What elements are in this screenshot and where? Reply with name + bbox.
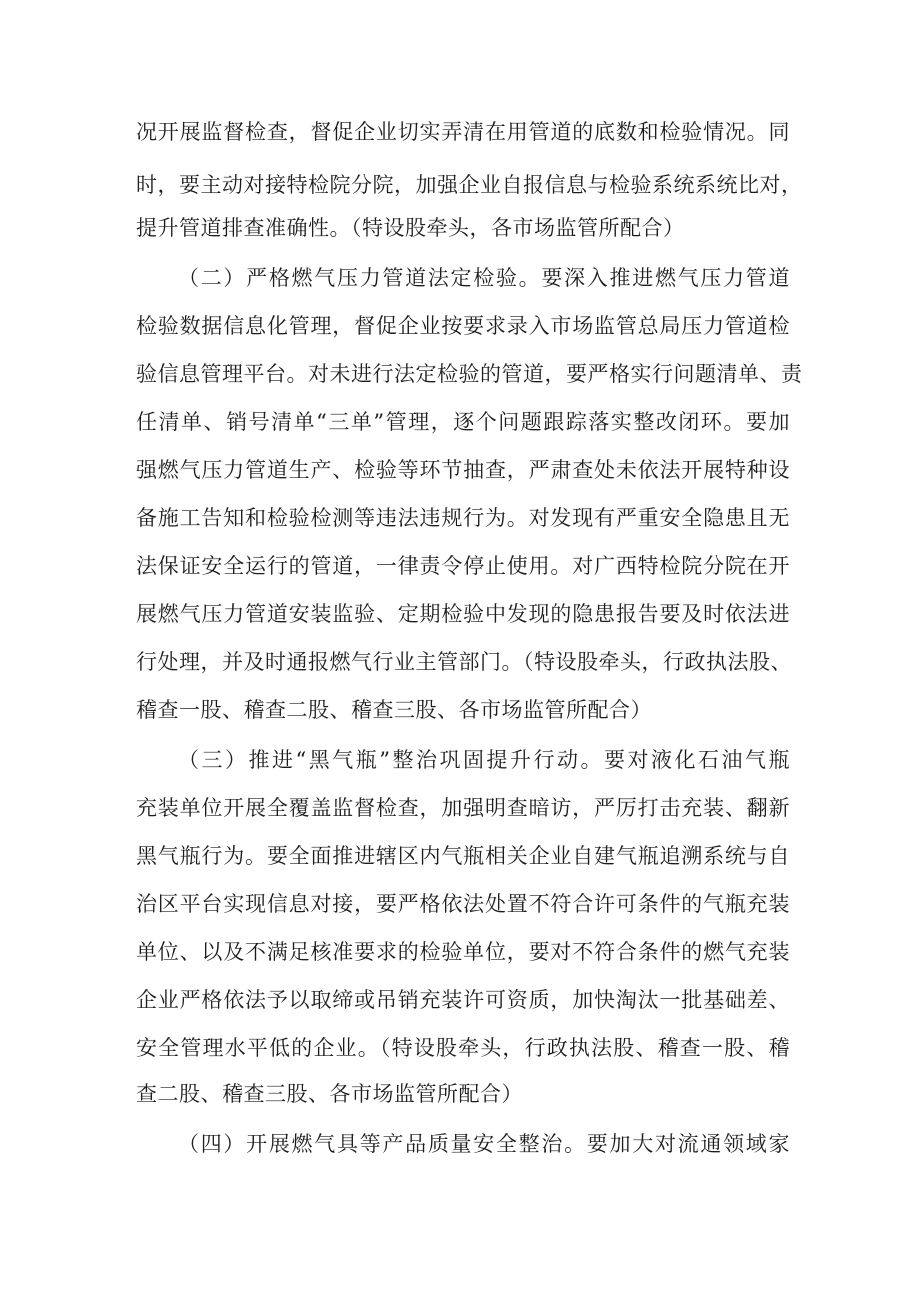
paragraph-heading-line: （三）推进“黑气瓶”整治巩固提升行动。要对液化石油气瓶 xyxy=(178,748,790,772)
text-line: 时，要主动对接特检院分院，加强企业自报信息与检验系统系统比对， xyxy=(136,173,803,197)
text-line: 单位、以及不满足核准要求的检验单位，要对不符合条件的燃气充装 xyxy=(136,940,790,964)
text-line: 检验数据信息化管理，督促企业按要求录入市场监管总局压力管道检 xyxy=(136,314,790,338)
text-line: 治区平台实现信息对接，要严格依法处置不符合许可条件的气瓶充装 xyxy=(136,892,790,916)
text-line: 任清单、销号清单“三单”管理，逐个问题跟踪落实整改闭环。要加 xyxy=(136,410,790,434)
text-line: 展燃气压力管道安装监验、定期检验中发现的隐患报告要及时依法进 xyxy=(136,602,790,626)
text-line: 稽查一股、稽查二股、稽查三股、各市场监管所配合） xyxy=(136,698,652,722)
paragraph-heading-line: （四）开展燃气具等产品质量安全整治。要加大对流通领域家 xyxy=(178,1132,790,1156)
text-line: 法保证安全运行的管道，一律责令停止使用。对广西特检院分院在开 xyxy=(136,554,790,578)
text-line: 提升管道排查准确性。（特设股牵头，各市场监管所配合） xyxy=(136,216,685,240)
text-line: 备施工告知和检验检测等违法违规行为。对发现有严重安全隐患且无 xyxy=(136,506,790,530)
text-line: 企业严格依法予以取缔或吊销充装许可资质，加快淘汰一批基础差、 xyxy=(136,988,790,1012)
text-line: 验信息管理平台。对未进行法定检验的管道，要严格实行问题清单、责 xyxy=(136,362,803,386)
text-line: 行处理，并及时通报燃气行业主管部门。（特设股牵头，行政执法股、 xyxy=(136,650,792,674)
text-line: 强燃气压力管道生产、检验等环节抽查，严肃查处未依法开展特种设 xyxy=(136,458,790,482)
text-line: 充装单位开展全覆盖监督检查，加强明查暗访，严厉打击充装、翻新 xyxy=(136,796,790,820)
text-line: 安全管理水平低的企业。（特设股牵头，行政执法股、稽查一股、稽 xyxy=(136,1036,790,1060)
text-line: 况开展监督检查，督促企业切实弄清在用管道的底数和检验情况。同 xyxy=(136,120,790,144)
paragraph-heading-line: （二）严格燃气压力管道法定检验。要深入推进燃气压力管道 xyxy=(178,266,790,290)
text-line: 黑气瓶行为。要全面推进辖区内气瓶相关企业自建气瓶追溯系统与自 xyxy=(136,844,790,868)
text-line: 查二股、稽查三股、各市场监管所配合） xyxy=(136,1082,523,1106)
